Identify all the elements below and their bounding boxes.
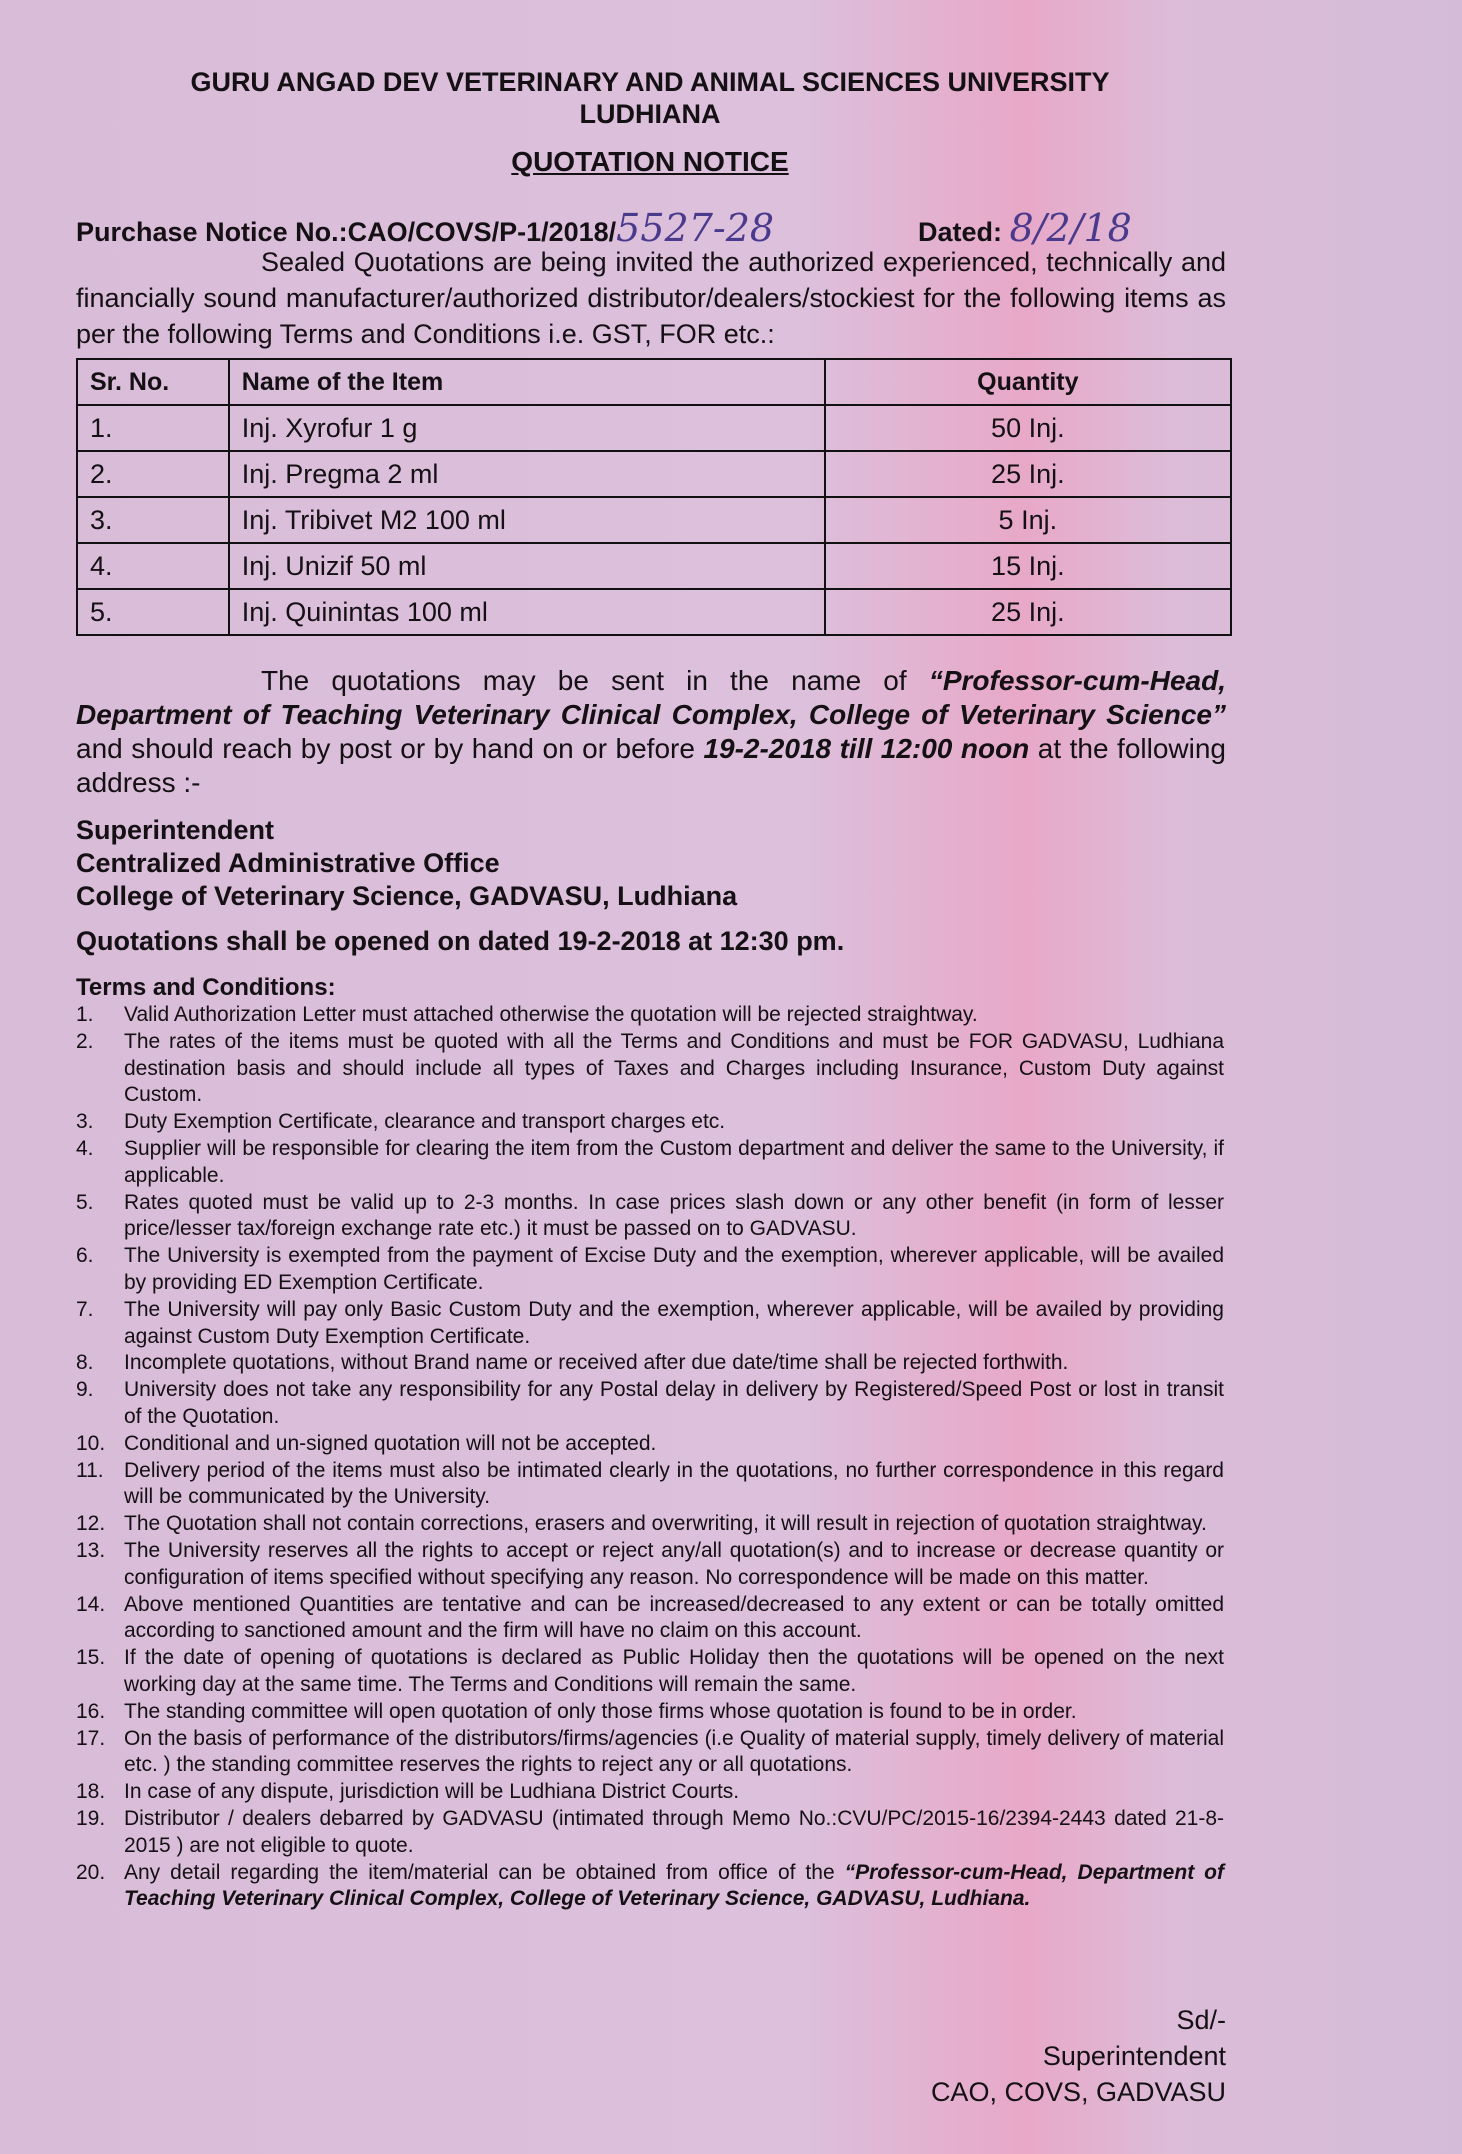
signature-title: Superintendent — [1042, 2041, 1226, 2071]
term-text: Distributor / dealers debarred by GADVASU (intimated through Memo No.:CVU/PC/2015-16/2394-2443 dated 21-8-2015 ) are not eligible to quote. — [124, 1806, 1224, 1857]
term-number: 18. — [76, 1780, 106, 1804]
notice-title: QUOTATION NOTICE — [511, 146, 789, 177]
term-20-office: “Professor-cum-Head, Department of Teaching Veterinary Clinical Complex, College of Veterinary Science, GADVASU, Ludhiana. — [124, 1860, 1224, 1911]
table-header-row — [77, 359, 1231, 405]
term-item — [76, 1431, 1224, 1458]
submission-paragraph — [76, 664, 1226, 800]
submission-text-3: at the following address :- — [76, 733, 1226, 798]
term-text: The standing committee will open quotation of only those firms whose quotation is found to be in order. — [124, 1699, 1077, 1723]
cell-item-name: Inj. Pregma 2 ml — [229, 451, 825, 497]
term-item — [76, 1645, 1224, 1699]
col-item-name: Name of the Item — [229, 359, 825, 405]
dated-label: Dated: — [918, 217, 1003, 247]
term-text: Rates quoted must be valid up to 2-3 months. In case prices slash down or any other benefit (in form of lesser price/lesser tax/foreign exchange rate etc.) it must be passed on to GADVASU. — [124, 1190, 1224, 1241]
university-header — [0, 66, 1300, 130]
cell-sr-no: 2. — [77, 451, 229, 497]
term-text: The University will pay only Basic Custom Duty and the exemption, wherever applicable, will be availed by providing against Custom Duty Exemption Certificate. — [124, 1297, 1224, 1348]
term-item — [76, 1779, 1224, 1806]
term-number: 12. — [76, 1512, 106, 1536]
cell-sr-no: 5. — [77, 589, 229, 635]
term-text: Delivery period of the items must also be intimated clearly in the quotations, no further correspondence in this regard will be communicated by the University. — [124, 1458, 1224, 1509]
term-item — [76, 1538, 1224, 1592]
term-text: The University is exempted from the payment of Excise Duty and the exemption, wherever applicable, will be availed by providing ED Exemption Certificate. — [124, 1244, 1224, 1294]
term-text: Above mentioned Quantities are tentative and can be increased/decreased to any extent or can be totally omitted according to sanctioned amount and the firm will have no claim on this account. — [124, 1592, 1224, 1643]
purchase-notice-label: Purchase Notice No.:CAO/COVS/P-1/2018/ — [76, 217, 617, 247]
cell-sr-no: 3. — [77, 497, 229, 543]
col-sr-no: Sr. No. — [77, 359, 229, 405]
cell-item-name: Inj. Tribivet M2 100 ml — [229, 497, 825, 543]
term-item — [76, 1350, 1224, 1377]
opening-notice: Quotations shall be opened on dated 19-2-2018 at 12:30 pm. — [76, 926, 845, 956]
terms-list — [76, 1002, 1224, 1913]
term-number: 20. — [76, 1860, 106, 1884]
term-text: Duty Exemption Certificate, clearance and transport charges etc. — [124, 1110, 726, 1134]
term-text: University does not take any responsibility for any Postal delay in delivery by Registered/Speed Post or lost in transit of the Quotation. — [124, 1378, 1224, 1428]
term-item — [76, 1029, 1224, 1109]
cell-sr-no: 1. — [77, 405, 229, 451]
cell-quantity: 25 Inj. — [825, 589, 1231, 635]
term-item — [76, 1458, 1224, 1512]
cell-item-name: Inj. Unizif 50 ml — [229, 543, 825, 589]
term-number: 10. — [76, 1431, 106, 1455]
cell-quantity: 15 Inj. — [825, 543, 1231, 589]
address-line: Superintendent — [76, 815, 275, 845]
term-number: 1. — [76, 1003, 94, 1026]
term-number: 17. — [76, 1726, 106, 1750]
handwritten-date: 8/2/18 — [1009, 206, 1132, 250]
term-number: 6. — [76, 1244, 94, 1268]
table-row — [77, 589, 1231, 635]
term-text: Valid Authorization Letter must attached otherwise the quotation will be rejected straightway. — [124, 1003, 978, 1026]
term-item — [76, 1243, 1224, 1297]
table-row — [77, 497, 1231, 543]
university-city: LUDHIANA — [579, 99, 721, 129]
term-number: 3. — [76, 1110, 94, 1134]
term-text: Supplier will be responsible for clearing the item from the Custom department and deliver the same to the University, if applicable. — [124, 1136, 1224, 1187]
term-item — [76, 1297, 1224, 1351]
col-quantity: Quantity — [825, 359, 1231, 405]
intro-text: Sealed Quotations are being invited the authorized experienced, technically and financially sound manufacturer/authorized distributor/dealers/stockiest for the following items as per the following Terms and Conditions i.e. GST, FOR etc.: — [76, 247, 1226, 349]
term-text: Incomplete quotations, without Brand name or received after due date/time shall be rejected forthwith. — [124, 1351, 1069, 1375]
term-text: If the date of opening of quotations is declared as Public Holiday then the quotations will be opened on the next working day at the same time. The Terms and Conditions will remain the same. — [124, 1646, 1224, 1696]
delivery-address — [76, 814, 737, 913]
term-item — [76, 1806, 1224, 1860]
cell-quantity: 50 Inj. — [825, 405, 1231, 451]
term-item — [76, 1136, 1224, 1190]
term-text: The University reserves all the rights to accept or reject any/all quotation(s) and to increase or decrease quantity or configuration of items specified without specifying any reason. No correspondence will be made on this matter. — [124, 1538, 1224, 1589]
term-item — [76, 1109, 1224, 1136]
items-table — [76, 358, 1232, 636]
term-item — [76, 1860, 1224, 1914]
handwritten-notice-number: 5527-28 — [616, 206, 775, 250]
cell-quantity: 25 Inj. — [825, 451, 1231, 497]
term-number: 14. — [76, 1592, 106, 1616]
term-number: 9. — [76, 1378, 94, 1402]
term-number: 4. — [76, 1136, 94, 1160]
terms-heading: Terms and Conditions: — [76, 974, 336, 1001]
signature-sd: Sd/- — [1176, 2005, 1226, 2035]
term-number: 7. — [76, 1297, 94, 1321]
cell-sr-no: 4. — [77, 543, 229, 589]
term-20-text: Any detail regarding the item/material can be obtained from office of the — [124, 1860, 845, 1884]
table-row — [77, 543, 1231, 589]
university-name: GURU ANGAD DEV VETERINARY AND ANIMAL SCIENCES UNIVERSITY — [190, 67, 1110, 97]
term-number: 2. — [76, 1029, 94, 1053]
signature-office: CAO, COVS, GADVASU — [930, 2077, 1226, 2107]
cell-item-name: Inj. Xyrofur 1 g — [229, 405, 825, 451]
cell-item-name: Inj. Quinintas 100 ml — [229, 589, 825, 635]
cell-quantity: 5 Inj. — [825, 497, 1231, 543]
signature-block — [931, 2002, 1226, 2110]
submission-text-1: The quotations may be sent in the name of — [261, 665, 929, 696]
term-item — [76, 1726, 1224, 1780]
submission-addressee: “Professor-cum-Head, Department of Teaching Veterinary Clinical Complex, College of Veterinary Science” — [76, 665, 1226, 730]
term-text: In case of any dispute, jurisdiction will be Ludhiana District Courts. — [124, 1780, 740, 1804]
term-number: 5. — [76, 1190, 94, 1214]
term-text: Conditional and un-signed quotation will not be accepted. — [124, 1431, 657, 1455]
term-number: 16. — [76, 1699, 106, 1723]
submission-text-2: and should reach by post or by hand on or before — [76, 733, 704, 764]
term-text — [124, 1860, 1224, 1914]
term-item — [76, 1699, 1224, 1726]
term-text: The Quotation shall not contain corrections, erasers and overwriting, it will result in rejection of quotation straightway. — [124, 1512, 1207, 1536]
term-number: 11. — [76, 1458, 104, 1482]
submission-deadline: 19-2-2018 till 12:00 noon — [703, 733, 1030, 764]
term-number: 8. — [76, 1351, 94, 1375]
term-number: 13. — [76, 1538, 106, 1562]
term-text: The rates of the items must be quoted with all the Terms and Conditions and must be FOR GADVASU, Ludhiana destination basis and should include all types of Taxes and Charges including Insurance, Custom Duty against Custom. — [124, 1029, 1224, 1107]
table-row — [77, 405, 1231, 451]
address-line: Centralized Administrative Office — [76, 848, 500, 878]
address-line: College of Veterinary Science, GADVASU, Ludhiana — [76, 881, 738, 911]
term-item — [76, 1592, 1224, 1646]
term-number: 19. — [76, 1806, 106, 1830]
term-item — [76, 1511, 1224, 1538]
term-number: 15. — [76, 1646, 106, 1670]
term-item — [76, 1002, 1224, 1029]
term-text: On the basis of performance of the distributors/firms/agencies (i.e Quality of material supply, timely delivery of material etc. ) the standing committee reserves the rights to reject any or all quotations. — [124, 1726, 1224, 1777]
intro-paragraph — [76, 244, 1226, 352]
term-item — [76, 1377, 1224, 1431]
table-row — [77, 451, 1231, 497]
term-item — [76, 1190, 1224, 1244]
